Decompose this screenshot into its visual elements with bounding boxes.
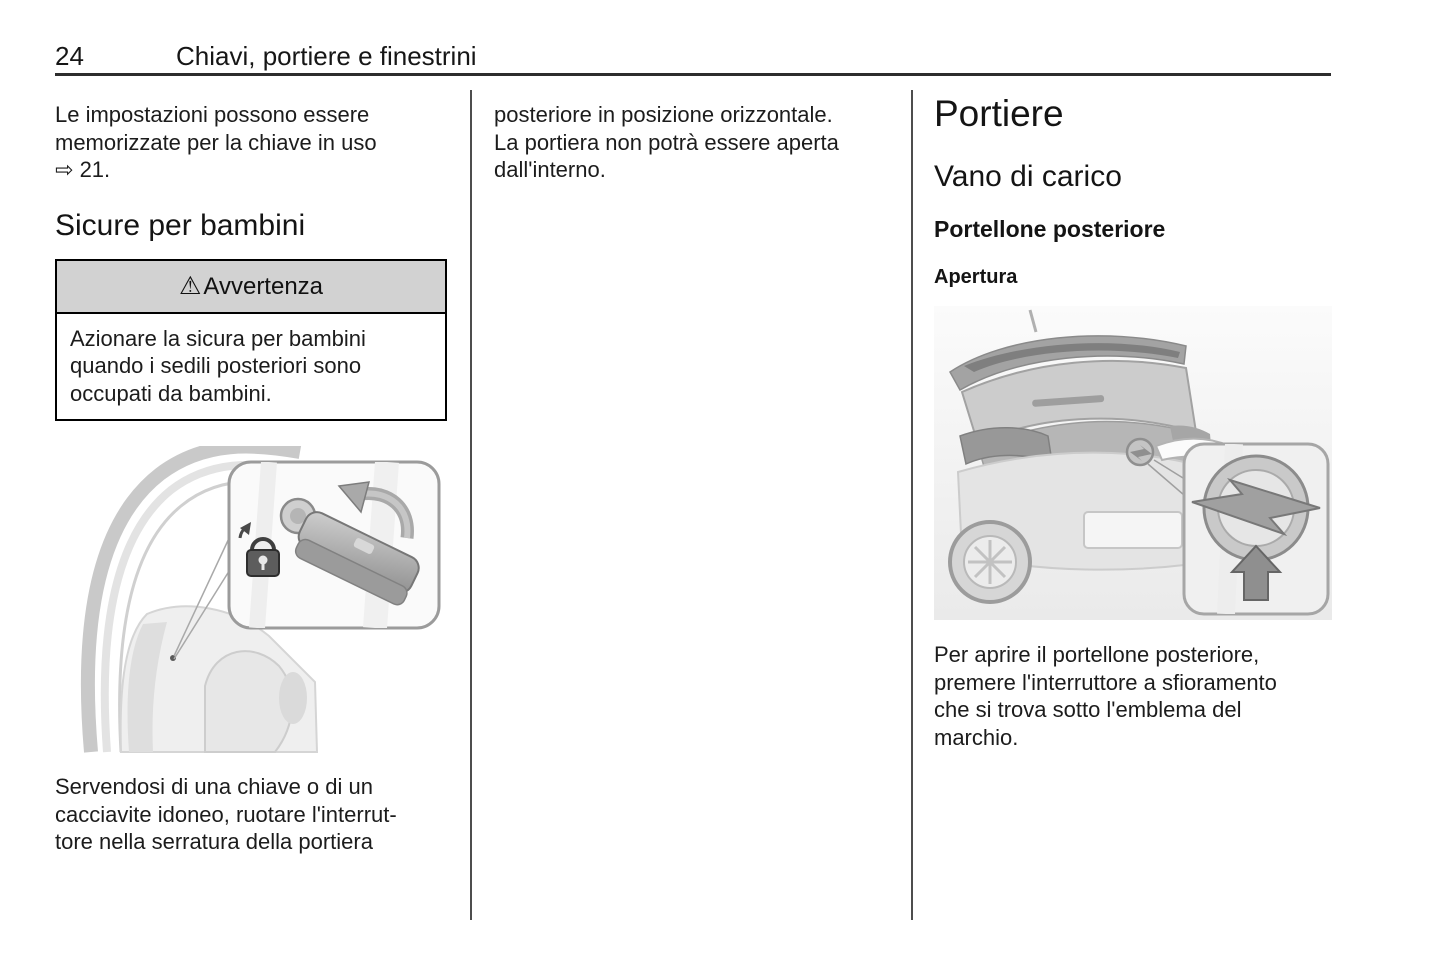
section-heading-vano-di-carico: Vano di carico <box>934 160 1122 193</box>
cross-reference-label: 21. <box>79 157 111 182</box>
column-left <box>55 90 447 856</box>
chapter-heading-portiere: Portiere <box>934 93 1064 134</box>
chapter-title: Chiavi, portiere e finestrini <box>176 41 477 71</box>
subsection-heading-portellone: Portellone posteriore <box>934 216 1166 242</box>
rear-wheel <box>950 522 1030 602</box>
car-rear-drawing <box>934 306 1332 620</box>
paragraph-heading-apertura: Apertura <box>934 266 1018 288</box>
warning-body-text: Azionare la sicura per bambini quando i sedili posteriori sono occupati da bambini. <box>70 325 366 406</box>
intro-text: Le impostazioni possono essere memorizzate per la chiave in uso <box>55 102 377 155</box>
tailgate-illustration <box>934 306 1332 620</box>
column-right <box>934 90 1338 751</box>
tailgate-paragraph: Per aprire il portellone posteriore, premere l'interruttore a sfioramento che si trova sotto l'emblema del marchio. <box>934 642 1277 750</box>
column-middle <box>494 90 896 184</box>
warning-title: Avvertenza <box>203 272 324 300</box>
child-lock-illustration <box>55 446 447 754</box>
caption-paragraph: Servendosi di una chiave o di un cacciavite idoneo, ruotare l'interrut- tore nella serratura della portiera <box>55 774 397 854</box>
header-rule <box>55 73 1331 76</box>
column-divider-left <box>470 90 472 920</box>
warning-box-header <box>57 261 445 314</box>
door-drawing <box>55 446 447 754</box>
warning-triangle-icon: ⚠ <box>178 271 202 300</box>
cross-reference <box>55 156 447 184</box>
cross-reference-arrow-icon: ⇨ <box>55 157 74 182</box>
section-heading-child-locks: Sicure per bambini <box>55 208 306 242</box>
continuation-paragraph: posteriore in posizione orizzontale. La portiera non potrà essere aperta dall'interno. <box>494 102 839 182</box>
column-divider-right <box>911 90 913 920</box>
intro-paragraph <box>55 101 447 184</box>
page-number: 24 <box>55 41 84 71</box>
warning-box <box>55 259 447 422</box>
